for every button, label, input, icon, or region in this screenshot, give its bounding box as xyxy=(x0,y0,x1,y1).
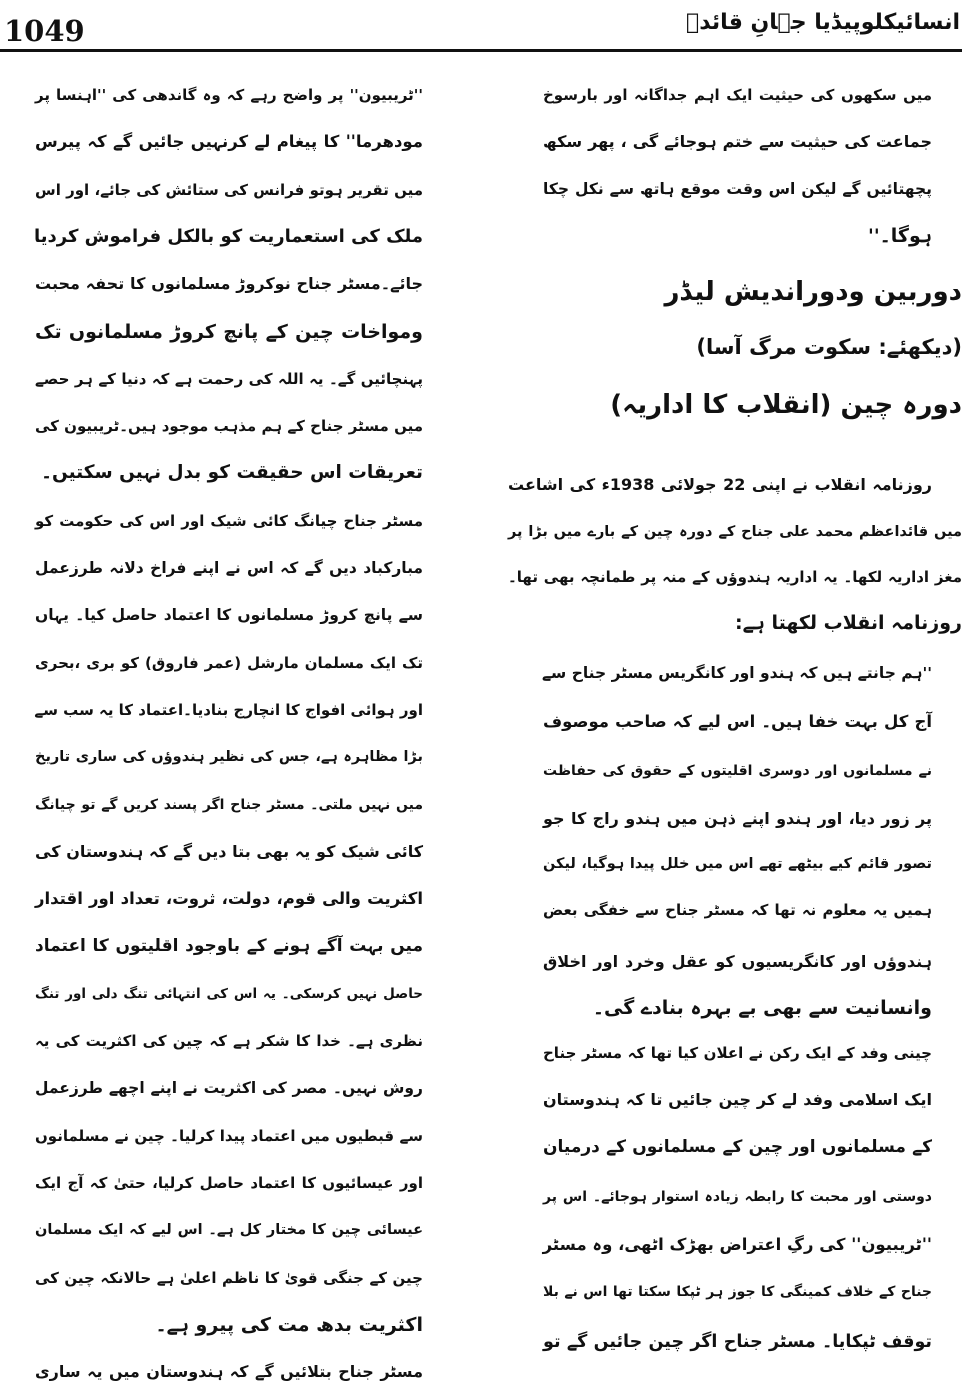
text-line: حاصل نہیں کرسکی۔ یہ اس کی انتہائی تنگ دلی اور تنگ xyxy=(35,985,423,1002)
quote-line: ''ہم جانتے ہیں کہ ہندو اور کانگریس مسٹر جناح سے xyxy=(541,664,932,682)
text-line: مسٹر جناح بتلائیں گے کہ ہندوستان میں یہ ساری xyxy=(35,1362,423,1382)
quote-line: پچھتائیں گے لیکن اس وقت موقع ہاتھ سے نکل چکا xyxy=(543,180,932,198)
text-line: پہنچائیں گے۔ یہ اللہ کی رحمت ہے کہ دنیا کے ہر حصے xyxy=(35,369,423,388)
text-line: مودھرما'' کا پیغام لے کرنہیں جائیں گے کہ پیرس xyxy=(35,132,423,152)
text-line: عیسائی چین کا مختار کل ہے۔ اس لیے کہ ایک مسلمان xyxy=(35,1222,423,1239)
text-line: اکثریت بدھ مت کی پیرو ہے۔ xyxy=(155,1313,423,1336)
text-line: کے مسلمانوں اور چین کے مسلمانوں کے درمیان xyxy=(543,1137,932,1157)
text-line: میں تقریر ہوتو فرانس کی ستائش کی جائے، اور اس xyxy=(35,180,423,199)
text-line: نظری ہے۔ خدا کا شکر ہے کہ چین کی اکثریت کی یہ xyxy=(35,1032,423,1050)
quote-line: تصور قائم کیے بیٹھے تھے اس میں خلل پیدا ہوگیا، لیکن xyxy=(543,856,932,872)
page-number: 1049 xyxy=(4,14,85,48)
text-line: دوستی اور محبت کا رابطہ زیادہ استوار ہوجائے۔ اس پر xyxy=(543,1189,932,1205)
running-header-title: انسائیکلوپیڈیا جہانِ قائدؒ xyxy=(686,10,960,35)
text-line: اور ہوائی افواج کا انچارج بنادیا۔اعتماد کا یہ سب سے xyxy=(34,700,423,719)
quote-line: نے مسلمانوں اور دوسری اقلیتوں کے حقوق کی حفاظت xyxy=(543,763,932,779)
text-line: میں مسٹر جناح کے ہم مذہب موجود ہیں۔ٹریبیون کی xyxy=(35,417,423,436)
text-line: میں نہیں ملتی۔ مسٹر جناح اگر پسند کریں گے تو چیانگ xyxy=(35,796,423,813)
text-line: تعریقات اس حقیقت کو بدل نہیں سکتیں۔ xyxy=(41,462,423,484)
text-line: ملک کی استعماریت کو بالکل فراموش کردیا xyxy=(34,225,423,247)
text-line: توقف ٹپکایا۔ مسٹر جناح اگر چین جائیں گے تو xyxy=(543,1332,932,1352)
text-line: روزنامہ انقلاب نے اپنی 22 جولائی 1938ء کی اشاعت xyxy=(508,475,933,494)
text-line: اکثریت والی قوم، دولت، ثروت، تعداد اور اقتدار xyxy=(35,889,423,909)
quote-line: جماعت کی حیثیت سے ختم ہوجائے گی ، پھر سکھ xyxy=(543,132,932,151)
text-line: ''ٹریبیون'' کی رگِ اعتراض بھڑک اٹھی، وہ مسٹر xyxy=(542,1235,932,1254)
quote-line: ہوگا۔'' xyxy=(868,225,932,247)
quote-line: وانسانیت سے بھی بے بہرہ بنادے گی۔ xyxy=(592,997,932,1019)
see-also-reference: (دیکھئے: سکوت مرگ آسا) xyxy=(696,335,962,359)
text-line: میں بہت آگے ہونے کے باوجود اقلیتوں کا اعتماد xyxy=(35,936,423,957)
text-line: مسٹر جناح چیانگ کائی شیک اور اس کی حکومت کو xyxy=(35,511,423,530)
text-line: جائے۔مسٹر جناح نوکروڑ مسلمانوں کا تحفہ محبت xyxy=(35,274,423,294)
quote-line: ہندوؤں اور کانگریسیوں کو عقل وخرد اور اخلاق xyxy=(543,952,932,971)
quote-line: میں سکھوں کی حیثیت ایک اہم جداگانہ اور بارسوخ xyxy=(543,86,932,104)
text-line: سے پانچ کروڑ مسلمانوں کا اعتماد حاصل کیا۔ یہاں xyxy=(35,606,423,625)
quote-line: پر زور دیا، اور ہندو اپنے ذہن میں ہندو راج کا جو xyxy=(543,809,932,828)
text-line: کائی شیک کو یہ بھی بتا دیں گے کہ ہندوستان کی xyxy=(35,841,423,861)
text-line: چینی وفد کے ایک رکن نے اعلان کیا تھا کہ مسٹر جناح xyxy=(543,1044,932,1062)
text-line: بڑا مظاہرہ ہے، جس کی نظیر ہندوؤں کی ساری تاریخ xyxy=(35,749,423,766)
text-line: میں قائداعظم محمد علی جناح کے دورہ چین کے بارے میں بڑا پر xyxy=(508,524,962,540)
header-rule xyxy=(0,49,962,52)
text-line: ومواخات چین کے پانچ کروڑ مسلمانوں تک xyxy=(35,320,423,343)
text-line: جناح کے خلاف کمینگی کا جوز ہر ٹپکا سکتا تھا اس نے بلا xyxy=(543,1284,932,1300)
text-line: مغز اداریہ لکھا۔ یہ اداریہ ہندوؤں کے منہ پر طمانچہ بھی تھا۔ xyxy=(508,568,962,586)
text-line: مبارکباد دیں گے کہ اس نے اپنے فراخ دلانہ طرزعمل xyxy=(35,559,423,577)
text-line: اور عیسائیوں کا اعتماد حاصل کرلیا، حتیٰ کہ آج ایک xyxy=(35,1173,423,1192)
quote-line: آج کل بہت خفا ہیں۔ اس لیے کہ صاحب موصوف xyxy=(543,712,932,731)
quote-line: ہمیں یہ معلوم نہ تھا کہ مسٹر جناح سے خفگی بعض xyxy=(543,901,932,919)
text-line: چین کے جنگی قویٰ کا ناظم اعلیٰ ہے حالانکہ چین کی xyxy=(35,1268,423,1287)
text-line: روزنامہ انقلاب لکھتا ہے: xyxy=(734,612,962,634)
text-line: ''ٹریبیون'' پر واضح رہے کہ وہ گاندھی کی ''اہنسا پر xyxy=(35,86,423,104)
text-line: سے قبطیوں میں اعتماد پیدا کرلیا۔ چین نے مسلمانوں xyxy=(35,1126,423,1145)
text-line: روش نہیں۔ مصر کی اکثریت نے اپنے اچھے طرزعمل xyxy=(35,1079,423,1098)
section-heading: دورہ چین (انقلاب کا اداریہ) xyxy=(610,390,962,420)
text-line: تک ایک مسلمان مارشل (عمر فاروق) کو بری ،بحری xyxy=(35,653,423,672)
section-heading: دوربین ودوراندیش لیڈر xyxy=(664,277,962,307)
text-line: ایک اسلامی وفد لے کر چین جائیں تا کہ ہندوستان xyxy=(543,1090,932,1109)
